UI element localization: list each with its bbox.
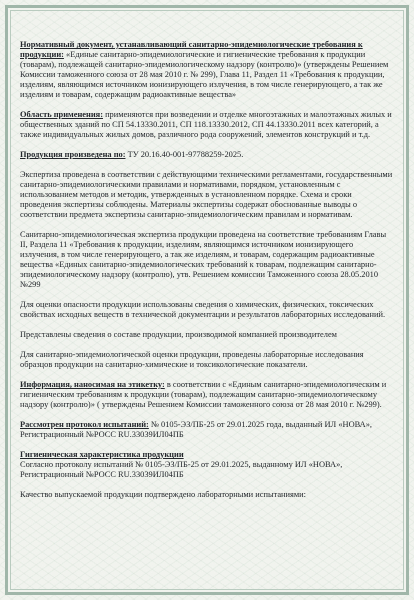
quality-text: Качество выпускаемой продукции подтверждено лабораторными испытаниями:	[20, 490, 306, 499]
document-body	[20, 40, 394, 510]
normative-text: «Единые санитарно-эпидемиологические и гигиенические требования к продукции (товарам), подлежащей санитарно-эпидемиологическому надзору (контролю)» (утверждены Решением Комиссии таможенного союза от 28 мая 2010 г. № 299), Глава 11, Раздел 11 «Требования к продукции, изделиям, являющимся источником ионизирующего излучения, в том числе генерирующего, а так же изделиям и товарам, содержащим радиоактивные вещества»	[20, 50, 389, 99]
produced-heading: Продукция произведена по:	[20, 150, 126, 159]
section-composition	[20, 330, 394, 340]
expertise-text: Экспертиза проведена в соответствии с действующими техническими регламентами, государственными санитарно-эпидемиологическими правилами и нормативами, порядком, установленным с использованием методов и методик, утвержденных в установленном порядке. Схема и сроки проведения экспертизы соблюдены. Материалы экспертизы содержат обоснованные выводы о соответствии предмета экспертизы санитарно-эпидемиологическим правилам и нормативам.	[20, 170, 393, 219]
section-lab	[20, 350, 394, 370]
section-normative	[20, 40, 394, 100]
section-expertise	[20, 170, 394, 220]
protocols-text: № 0105-ЭЗ/ПБ-25 от 29.01.2025 года, выданный ИЛ «НОВА», Регистрационный №РОСС RU.33039ИЛ04ПБ	[20, 420, 372, 439]
section-hygiene	[20, 450, 394, 480]
label-heading: Информация, наносимая на этикетку:	[20, 380, 165, 389]
hygiene-text: Согласно протоколу испытаний № 0105-ЭЗ/ПБ-25 от 29.01.2025, выданному ИЛ «НОВА», Регистрационный №РОСС RU.33039ИЛ04ПБ	[20, 460, 343, 479]
composition-text: Представлены сведения о составе продукции, производимой компанией производителем	[20, 330, 337, 339]
scope-text: применяются при возведении и отделке многоэтажных и малоэтажных жилых и общественных зданий по СП 54.13330.2011, СП 118.13330.2012, СП 44.13330.2011 всех категорий, а также индивидуальных жилых домов, различного рода сооружений, элементов конструкций и т.д.	[20, 110, 392, 139]
hygiene-heading: Гигиеническая характеристика продукции	[20, 450, 184, 459]
produced-paragraph	[20, 150, 394, 160]
normative-heading: Нормативный документ, устанавливающий санитарно-эпидемиологические требования к продукции:	[20, 40, 363, 59]
protocols-heading: Рассмотрен протокол испытаний:	[20, 420, 149, 429]
scope-heading: Область применения:	[20, 110, 103, 119]
section-produced	[20, 150, 394, 160]
label-paragraph	[20, 380, 394, 410]
normative-paragraph	[20, 40, 394, 100]
scope-paragraph	[20, 110, 394, 140]
section-label	[20, 380, 394, 410]
section-protocols	[20, 420, 394, 440]
produced-text: ТУ 20.16.40-001-97788259-2025.	[127, 150, 244, 159]
section-scope	[20, 110, 394, 140]
label-text: в соответствии с «Единым санитарно-эпидемиологическим и гигиеническим требованиям к продукции (товарам), подлежащим санитарно-эпидемиологическому надзору (контролю)» ( утверждены Решением Комиссии таможенного союза от 28 мая 2010 г. №299).	[20, 380, 387, 409]
lab-text: Для санитарно-эпидемиологической оценки продукции, проведены лабораторные исследования образцов продукции на санитарно-химические и токсикологические показатели.	[20, 350, 364, 369]
section-quality	[20, 490, 394, 500]
protocols-paragraph	[20, 420, 394, 440]
hazard-text: Для оценки опасности продукции использованы сведения о химических, физических, токсических свойствах исходных веществ в технической документации и результатов лабораторных исследований.	[20, 300, 386, 319]
section-sanitary-expertise	[20, 230, 394, 290]
sanitary-expertise-text: Санитарно-эпидемиологическая экспертиза продукции проведена на соответствие требованиям Главы II, Раздела 11 «Требования к продукции, изделиям, являющимся источником ионизирующего излучения, в том числе генерирующего, а так же изделиям, и товарам, содержащим радиоактивные вещества «Единых санитарно-эпидемиологических требований к товарам, подлежащим санитарно-эпидемиологическому надзору (контролю), утв. Решением комиссии Таможенного союза 28.05.2010 №299	[20, 230, 387, 289]
section-hazard	[20, 300, 394, 320]
